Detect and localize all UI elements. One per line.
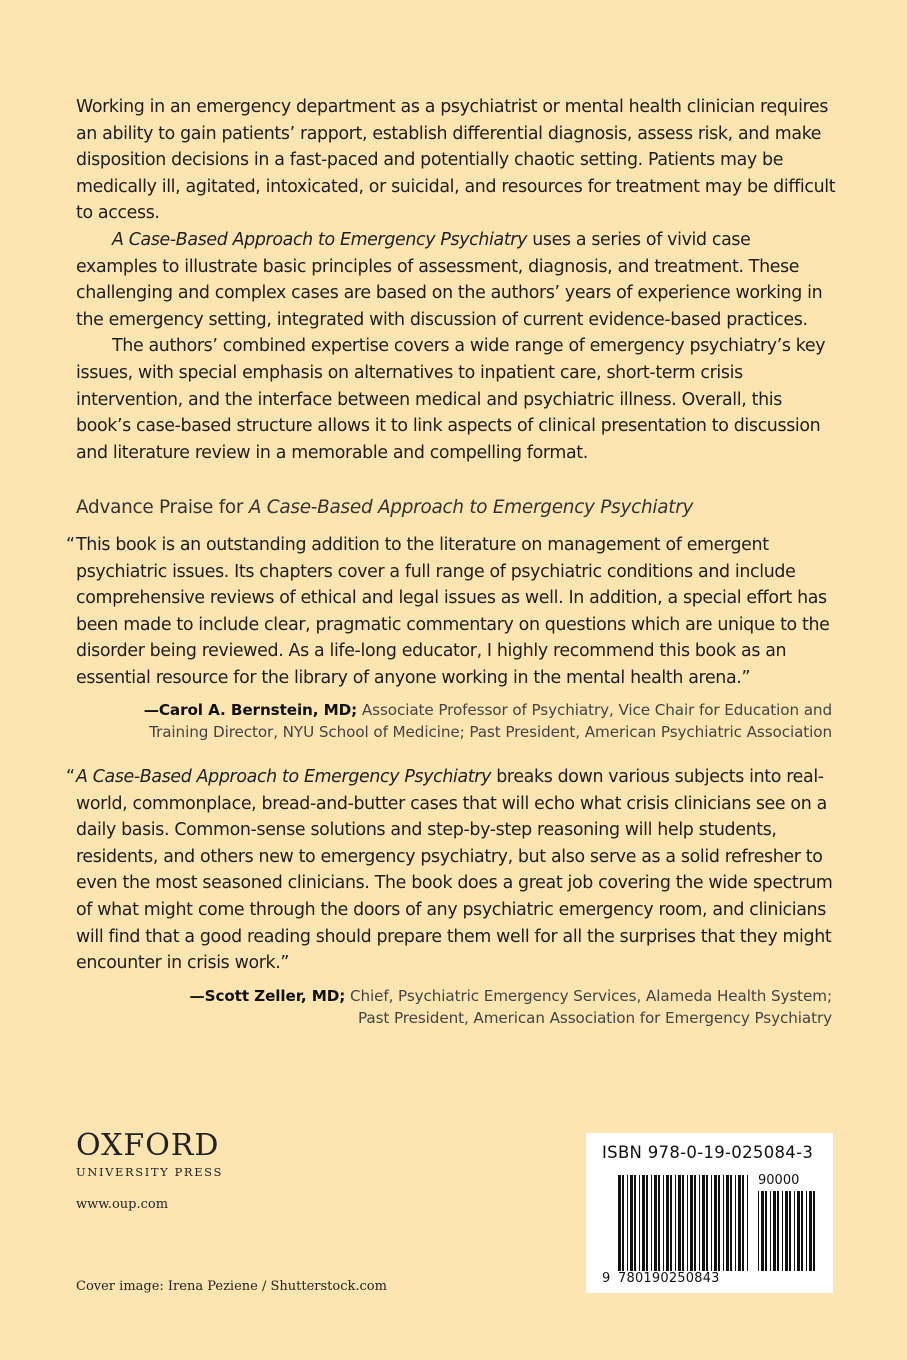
author-affiliation: Training Director, NYU School of Medicine; Past President, American Psychiatric Association (149, 723, 832, 741)
description-paragraph: Working in an emergency department as a psychiatrist or mental health clinician requires an ability to gain patients’ rapport, establish differential diagnosis, assess risk, and make disposition decisions in a fast-paced and potentially chaotic setting. Patients may be medically ill, agitated, intoxicated, or suicidal, and resources for treatment may be difficult to access. (76, 97, 836, 224)
quote-text (66, 764, 836, 977)
quote-text: This book is an outstanding addition to the literature on management of emergent psychiatric issues. Its chapters cover a full range of psychiatric conditions and include comprehensive reviews of ethical and legal issues as well. In addition, a special effort has been made to include clear, pragmatic commentary on questions which are unique to the disorder being reviewed. As a life-long educator, I highly recommend this book as an essential resource for the library of anyone working in the mental health arena.” (76, 535, 830, 688)
quote-attribution (132, 985, 832, 1029)
quote-author: —Scott Zeller, MD; (189, 987, 346, 1005)
publisher-logo (76, 1130, 223, 1180)
heading-book-title: A Case-Based Approach to Emergency Psychiatry (248, 497, 694, 518)
publisher-name: OXFORD (76, 1128, 220, 1163)
barcode-number: 780190250843 (618, 1271, 720, 1286)
author-affiliation: Associate Professor of Psychiatry, Vice Chair for Education and (357, 701, 832, 719)
description-text: uses a series of vivid case examples to illustrate basic principles of assessment, diagnosis, and treatment. These challenging and complex cases are based on the authors’ years of experience working in the emergency setting, integrated with discussion of current evidence-based practices. (76, 229, 823, 330)
praise-quote (66, 764, 836, 977)
author-affiliation: Chief, Psychiatric Emergency Services, Alameda Health System; (345, 987, 832, 1005)
open-quote-mark: “ (66, 767, 75, 787)
advance-praise-heading (76, 495, 856, 521)
attribution-line (132, 985, 832, 1007)
attribution-line (92, 699, 832, 721)
quote-body: breaks down various subjects into real-world, commonplace, bread-and-butter cases that will echo what crisis clinicians see on a daily basis. Common-sense solutions and step-by-step reasoning will help students, residents, and others new to emergency psychiatry, but also serve as a solid refresher to even the most seasoned clinicians. The book does a great job covering the wide spectrum of what might come through the doors of any psychiatric emergency room, and clinicians will find that a good reading should prepare them well for all the surprises that they might encounter in crisis work.” (76, 767, 833, 974)
cover-image-credit: Cover image: Irena Peziene / Shutterstock.com (76, 1279, 387, 1294)
quote-attribution (92, 699, 832, 743)
author-affiliation: Past President, American Association for Emergency Psychiatry (358, 1009, 832, 1027)
quote-book-title: A Case-Based Approach to Emergency Psychiatry (76, 767, 492, 787)
quote-author: —Carol A. Bernstein, MD; (143, 701, 358, 719)
book-description (76, 94, 836, 466)
description-paragraph (76, 227, 836, 333)
price-code: 90000 (758, 1173, 800, 1188)
publisher-url: www.oup.com (76, 1197, 169, 1212)
book-title: A Case-Based Approach to Emergency Psychiatry (112, 229, 528, 250)
publisher-subname: UNIVERSITY PRESS (76, 1165, 223, 1179)
barcode-lead-digit: 9 (602, 1271, 611, 1286)
description-paragraph: The authors’ combined expertise covers a wide range of emergency psychiatry’s key issues, with special emphasis on alternatives to inpatient care, short-term crisis intervention, and the interface between medical and psychiatric illness. Overall, this book’s case-based structure allows it to link aspects of clinical presentation to discussion and literature review in a memorable and compelling format. (76, 336, 826, 463)
isbn-label: ISBN 978-0-19-025084-3 (602, 1143, 814, 1162)
praise-quote (66, 532, 836, 692)
heading-prefix: Advance Praise for (76, 497, 249, 518)
isbn-barcode-block (586, 1133, 833, 1293)
open-quote-mark: “ (66, 535, 75, 555)
